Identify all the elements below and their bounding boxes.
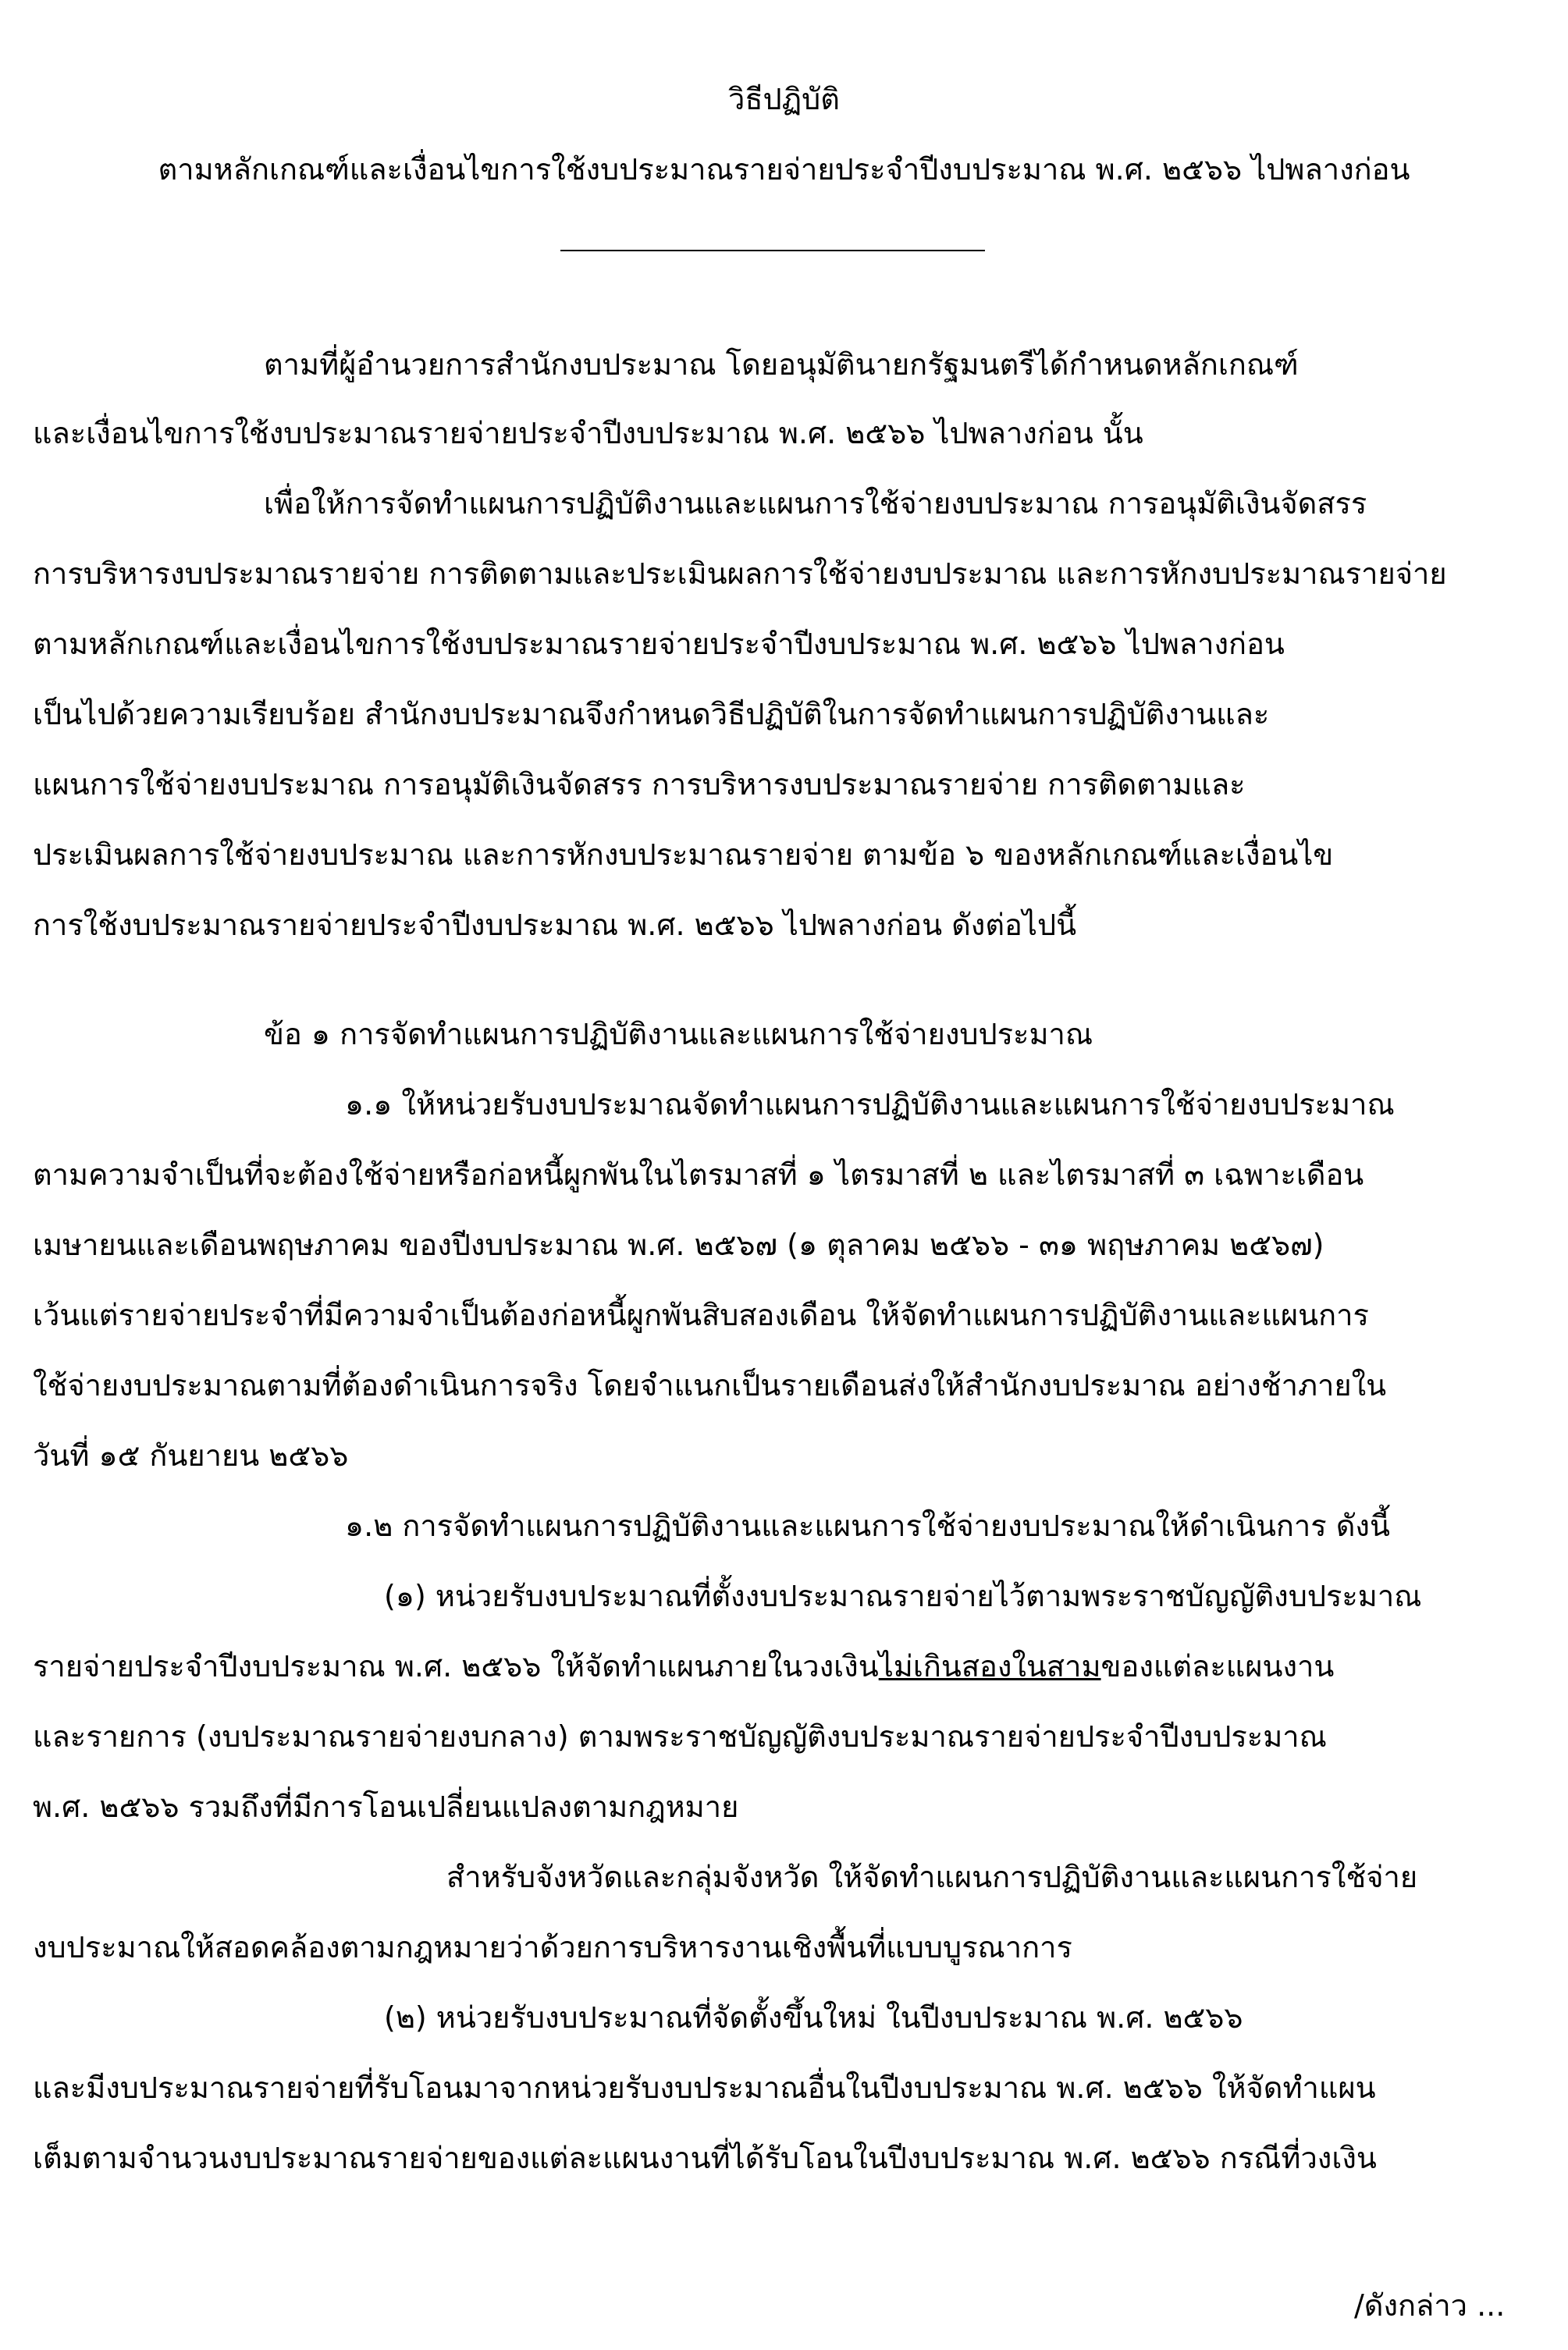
purpose-line-2: การบริหารงบประมาณรายจ่าย การติดตามและประเมินผลการใช้จ่ายงบประมาณ และการหักงบประมาณรายจ่าย [33, 556, 1447, 591]
purpose-line-5: แผนการใช้จ่ายงบประมาณ การอนุมัติเงินจัดสรร การบริหารงบประมาณรายจ่าย การติดตามและ [33, 767, 1246, 802]
clause-1-2-1-line-4: พ.ศ. ๒๕๖๖ รวมถึงที่มีการโอนเปลี่ยนแปลงตามกฎหมาย [33, 1790, 739, 1824]
purpose-line-6: ประเมินผลการใช้จ่ายงบประมาณ และการหักงบประมาณรายจ่าย ตามข้อ ๖ ของหลักเกณฑ์และเงื่อนไข [33, 837, 1334, 872]
clause-1-1-line-1: ๑.๑ ให้หน่วยรับงบประมาณจัดทำแผนการปฏิบัติงานและแผนการใช้จ่ายงบประมาณ [345, 1087, 1395, 1122]
clause-1-2-1-underlined-text: ไม่เกินสองในสาม [878, 1649, 1101, 1683]
clause-1-2-1-line-3: และรายการ (งบประมาณรายจ่ายงบกลาง) ตามพระราชบัญญัติงบประมาณรายจ่ายประจำปีงบประมาณ [33, 1719, 1327, 1754]
purpose-line-3: ตามหลักเกณฑ์และเงื่อนไขการใช้งบประมาณรายจ่ายประจำปีงบประมาณ พ.ศ. ๒๕๖๖ ไปพลางก่อน [33, 627, 1285, 661]
clause-1-heading: ข้อ ๑ การจัดทำแผนการปฏิบัติงานและแผนการใช้จ่ายงบประมาณ [264, 1017, 1093, 1051]
title-divider [560, 250, 985, 251]
clause-1-2-2-line-2: และมีงบประมาณรายจ่ายที่รับโอนมาจากหน่วยรับงบประมาณอื่นในปีงบประมาณ พ.ศ. ๒๕๖๖ ให้จัดทำแผน [33, 2071, 1376, 2105]
clause-1-2-1-line-2 [33, 1651, 1334, 1681]
clause-1-2-heading: ๑.๒ การจัดทำแผนการปฏิบัติงานและแผนการใช้จ่ายงบประมาณให้ดำเนินการ ดังนี้ [345, 1509, 1390, 1543]
intro-line-2: และเงื่อนไขการใช้งบประมาณรายจ่ายประจำปีงบประมาณ พ.ศ. ๒๕๖๖ ไปพลางก่อน นั้น [33, 416, 1143, 450]
clause-1-2-1-text-pre: รายจ่ายประจำปีงบประมาณ พ.ศ. ๒๕๖๖ ให้จัดทำแผนภายในวงเงิน [33, 1649, 879, 1683]
purpose-line-4: เป็นไปด้วยความเรียบร้อย สำนักงบประมาณจึงกำหนดวิธีปฏิบัติในการจัดทำแผนการปฏิบัติงานและ [33, 697, 1270, 731]
clause-1-1-line-4: เว้นแต่รายจ่ายประจำที่มีความจำเป็นต้องก่อหนี้ผูกพันสิบสองเดือน ให้จัดทำแผนการปฏิบัติงานและแผนการ [33, 1298, 1369, 1332]
purpose-line-1: เพื่อให้การจัดทำแผนการปฏิบัติงานและแผนการใช้จ่ายงบประมาณ การอนุมัติเงินจัดสรร [264, 486, 1367, 521]
document-subtitle: ตามหลักเกณฑ์และเงื่อนไขการใช้งบประมาณรายจ่ายประจำปีงบประมาณ พ.ศ. ๒๕๖๖ ไปพลางก่อน [158, 152, 1410, 187]
document-title: วิธีปฏิบัติ [728, 82, 840, 116]
clause-1-1-line-5: ใช้จ่ายงบประมาณตามที่ต้องดำเนินการจริง โดยจำแนกเป็นรายเดือนส่งให้สำนักงบประมาณ อย่างช้าภายใน [33, 1368, 1387, 1403]
province-line-2: งบประมาณให้สอดคล้องตามกฎหมายว่าด้วยการบริหารงานเชิงพื้นที่แบบบูรณาการ [33, 1930, 1072, 1964]
province-line-1: สำหรับจังหวัดและกลุ่มจังหวัด ให้จัดทำแผนการปฏิบัติงานและแผนการใช้จ่าย [446, 1860, 1418, 1894]
clause-1-2-1-text-post: ของแต่ละแผนงาน [1100, 1649, 1335, 1683]
clause-1-2-2-line-1: (๒) หน่วยรับงบประมาณที่จัดตั้งขึ้นใหม่ ในปีงบประมาณ พ.ศ. ๒๕๖๖ [384, 2000, 1243, 2035]
clause-1-1-line-2: ตามความจำเป็นที่จะต้องใช้จ่ายหรือก่อหนี้ผูกพันในไตรมาสที่ ๑ ไตรมาสที่ ๒ และไตรมาสที่ ๓ เฉพาะเดือน [33, 1157, 1364, 1192]
clause-1-1-line-6: วันที่ ๑๕ กันยายน ๒๕๖๖ [33, 1438, 349, 1473]
continuation-marker: /ดังกล่าว ... [1354, 2288, 1506, 2323]
purpose-line-7: การใช้งบประมาณรายจ่ายประจำปีงบประมาณ พ.ศ. ๒๕๖๖ ไปพลางก่อน ดังต่อไปนี้ [33, 908, 1077, 942]
intro-line-1: ตามที่ผู้อำนวยการสำนักงบประมาณ โดยอนุมัตินายกรัฐมนตรีได้กำหนดหลักเกณฑ์ [264, 347, 1299, 382]
clause-1-1-line-3: เมษายนและเดือนพฤษภาคม ของปีงบประมาณ พ.ศ. ๒๕๖๗ (๑ ตุลาคม ๒๕๖๖ - ๓๑ พฤษภาคม ๒๕๖๗) [33, 1228, 1324, 1262]
clause-1-2-2-line-3: เต็มตามจำนวนงบประมาณรายจ่ายของแต่ละแผนงานที่ได้รับโอนในปีงบประมาณ พ.ศ. ๒๕๖๖ กรณีที่วงเงิน [33, 2141, 1377, 2175]
clause-1-2-1-line-1: (๑) หน่วยรับงบประมาณที่ตั้งงบประมาณรายจ่ายไว้ตามพระราชบัญญัติงบประมาณ [384, 1579, 1422, 1613]
